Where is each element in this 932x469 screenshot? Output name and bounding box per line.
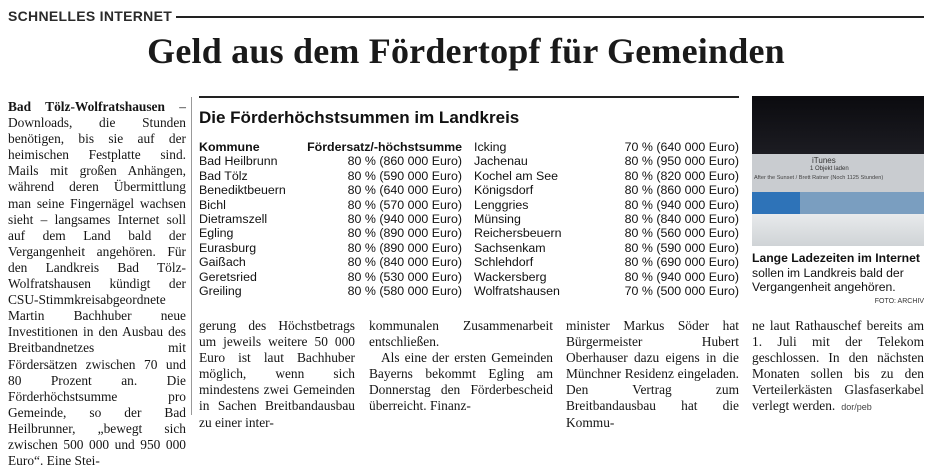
kommune-name: Schlehdorf [474,255,534,270]
kommune-name: Kochel am See [474,168,559,183]
table-row [199,226,462,240]
kommune-name: Benediktbeuern [199,183,286,198]
foerder-value: 80 % (820 000 Euro) [624,168,739,183]
kommune-name: Gaißach [199,255,246,270]
article-text-col3b: Als eine der ersten Gemeinden Bayerns bekommt Egling am Donnerstag den Förderbescheid überreicht. Finanz- [369,350,553,414]
foerder-value: 80 % (940 000 Euro) [624,269,739,284]
section-rubric: SCHNELLES INTERNET [8,8,173,24]
photo-caption [752,251,924,295]
table-row [199,284,462,298]
table-header-row [199,140,462,154]
kommune-name: Jachenau [474,154,528,169]
kommune-name: Lenggries [474,197,529,212]
table-row [199,255,462,269]
kommune-name: Bichl [199,197,226,212]
photo-screen-title: iTunes [812,156,836,165]
kommune-name: Bad Heilbrunn [199,154,278,169]
article-text-col3a: kommunalen Zusammenarbeit entschließen. [369,318,553,350]
table-row [199,198,462,212]
foerder-value: 80 % (690 000 Euro) [624,255,739,270]
photo-screen-panel [752,154,924,192]
foerder-value: 80 % (940 000 Euro) [624,197,739,212]
article-text-col5: ne laut Rathauschef bereits am 1. Juli mit der Telekom geschlossen. In den nächsten Monaten sollen bis zu den Verteilerkästen Glasfaserkabel verlegt werden. [752,318,924,414]
foerder-value: 80 % (580 000 Euro) [347,284,462,299]
photo-bottom-area [752,214,924,246]
caption-bold: Lange Ladezeiten im Internet [752,251,920,265]
table-row [474,140,739,154]
foerder-value: 70 % (640 000 Euro) [624,140,739,154]
table-row [474,198,739,212]
funding-table-right [474,140,739,298]
table-row [474,270,739,284]
photo-screen-subtitle: 1 Objekt laden [810,166,849,172]
photo-credit: FOTO: ARCHIV [874,298,924,305]
kommune-name: Icking [474,140,507,154]
kommune-name: Egling [199,226,234,241]
kommune-name: Wolfratshausen [474,284,560,299]
foerder-value: 70 % (500 000 Euro) [624,284,739,299]
infobox-title: Die Förderhöchstsummen im Landkreis [199,108,520,127]
table-row [474,183,739,197]
article-text-col1: – Downloads, die Stunden benötigen, bis sie auf der heimischen Festplatte sind. Mails mit großen Anhängen, während deren Übermittlung man seine Fingernägel wachsen sieht – langsames Internet soll auf dem Land bald der Vergangenheit angehören. Für den Landkreis Bad Tölz-Wolfratshausen kündigt der CSU-Stimmkreisabgeordnete Martin Bachhuber neue Investitionen in den Ausbau des Breitbandnetzes mit Fördersätzen zwischen 70 und 80 Prozent an. Die Förderhöchstsumme pro Gemeinde, so der Bad Heilbrunner, „bewegt sich zwischen 500 000 und 950 000 Euro“. Eine Stei- [8,99,186,469]
table-row [474,169,739,183]
foerder-value: 80 % (890 000 Euro) [347,226,462,241]
foerder-value: 80 % (640 000 Euro) [347,183,462,198]
foerder-value: 80 % (530 000 Euro) [347,269,462,284]
foerder-value: 80 % (940 000 Euro) [347,212,462,227]
article-column-2 [199,318,355,431]
table-row [199,154,462,168]
foerder-value: 80 % (840 000 Euro) [624,212,739,227]
table-row [199,241,462,255]
header-foerdersatz: Fördersatz/-höchstsumme [307,140,462,154]
kommune-name: Königsdorf [474,183,534,198]
table-row [199,212,462,226]
photo-dark-area [752,96,924,154]
kommune-name: Eurasburg [199,240,257,255]
article-column-3 [369,318,553,415]
download-progress-fill [752,192,800,214]
foerder-value: 80 % (950 000 Euro) [624,154,739,169]
kommune-name: Sachsenkam [474,240,546,255]
table-row [199,183,462,197]
foerder-value: 80 % (890 000 Euro) [347,240,462,255]
foerder-value: 80 % (560 000 Euro) [624,226,739,241]
funding-table-left [199,140,462,298]
table-row [199,270,462,284]
author-initials: dor/peb [841,402,872,413]
foerder-value: 80 % (860 000 Euro) [347,154,462,169]
table-row [199,169,462,183]
kommune-name: Geretsried [199,269,257,284]
caption-text: sollen im Landkreis bald der Vergangenheit angehören. [752,265,904,295]
foerder-value: 80 % (840 000 Euro) [347,255,462,270]
kommune-name: Greiling [199,284,242,299]
kommune-name: Münsing [474,212,521,227]
article-column-5 [752,318,924,416]
foerder-value: 80 % (860 000 Euro) [624,183,739,198]
kommune-name: Dietramszell [199,212,268,227]
headline: Geld aus dem Fördertopf für Gemeinden [147,31,785,71]
dateline: Bad Tölz-Wolfratshausen [8,99,165,114]
column-divider [191,97,192,415]
rubric-rule [176,16,924,18]
foerder-value: 80 % (590 000 Euro) [624,240,739,255]
itunes-download-photo [752,96,924,246]
foerder-value: 80 % (590 000 Euro) [347,168,462,183]
photo-screen-file: After the Sunset / Brett Ratner (Noch 1125 Stunden) [754,175,884,181]
infobox-rule [199,96,739,98]
kommune-name: Wackersberg [474,269,547,284]
table-row [474,226,739,240]
kommune-name: Reichersbeuern [474,226,562,241]
table-row [474,212,739,226]
article-text-col4: minister Markus Söder hat Bürgermeister Hubert Oberhauser dazu eigens in die Münchner Residenz eingeladen. Den Vertrag zum Breitbandausbau hat die Kommu- [566,318,739,430]
article-column-1 [8,99,186,469]
article-text-col2: gerung des Höchstbetrags um jeweils weitere 50 000 Euro ist laut Bachhuber möglich, wenn sich mindestens zwei Gemeinden in Sachen Breitbandausbau zu einer inter- [199,318,355,430]
table-row [474,284,739,298]
table-row [474,154,739,168]
header-kommune: Kommune [199,140,260,154]
article-column-4 [566,318,739,431]
foerder-value: 80 % (570 000 Euro) [347,197,462,212]
kommune-name: Bad Tölz [199,168,248,183]
table-row [474,241,739,255]
table-row [474,255,739,269]
